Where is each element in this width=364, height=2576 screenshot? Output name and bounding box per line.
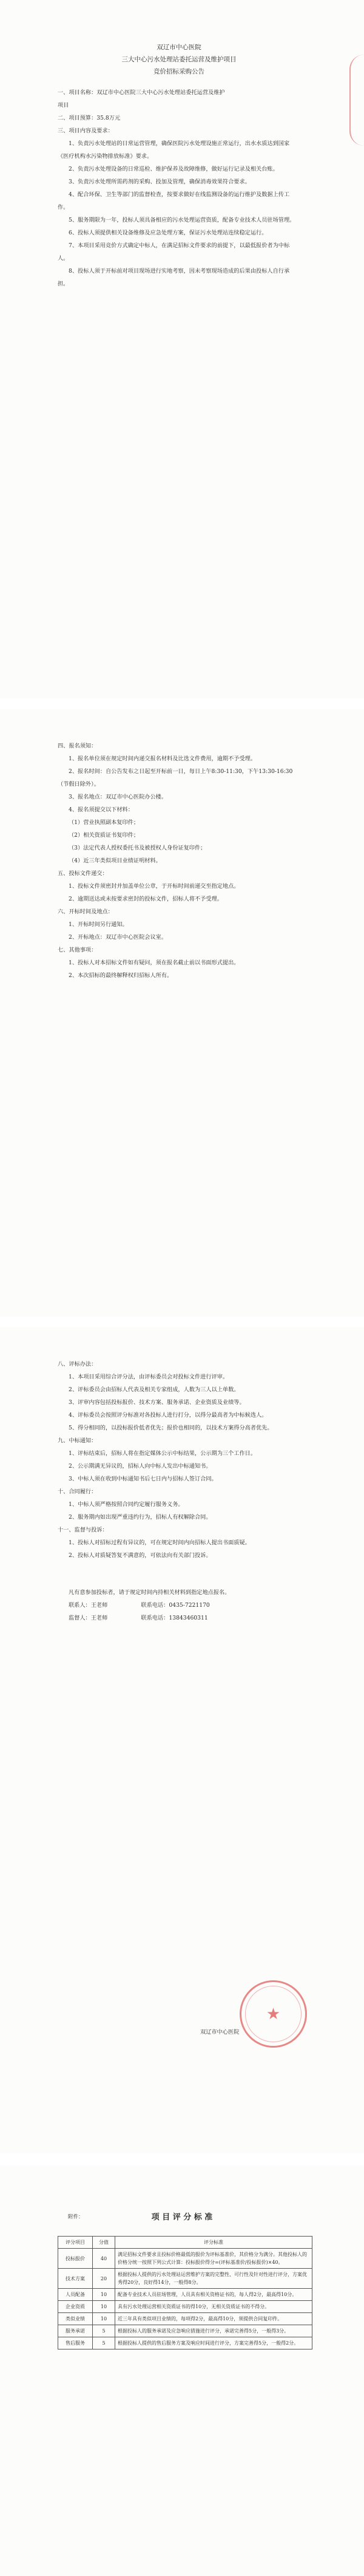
row-score: 40 (93, 2249, 115, 2269)
requirement-7: 7、本项目采用竞价方式确定中标人，在满足招标文件要求的前提下，以最低报价者为中标人。 (58, 242, 290, 262)
registration-heading: 四、报名须知： (58, 743, 97, 749)
scoring-table-title: 项 目 评 分 标 准 (151, 2213, 213, 2222)
submission-heading: 五、投标文件递交： (58, 870, 108, 877)
table-header-row (58, 2237, 312, 2249)
row-rule: 根据投标人提供的售后服务方案及响应时间进行评分，方案完善得5分，一般得2分。 (115, 2337, 312, 2349)
table-row (58, 2313, 312, 2325)
evaluation-rule-5: 5、得分相同的，以投标报价低者优先；报价也相同的，以技术方案得分高者优先。 (69, 1425, 273, 1431)
evaluation-rule-4: 4、评标委员会按照评分标准对各投标人进行打分，以得分最高者为中标候选人。 (69, 1412, 268, 1419)
other-rule-2: 2、本次招标的最终解释权归招标人所有。 (69, 972, 173, 979)
row-rule: 近三年具有类似项目业绩的，每项得2分，最高得10分，须提供合同复印件。 (115, 2313, 312, 2325)
row-score: 5 (93, 2325, 115, 2337)
project-content-heading: 三、项目内容及要求： (58, 128, 113, 134)
notice-title-line-3: 竞价招标采购公告 (153, 68, 204, 75)
row-item: 服务承诺 (58, 2325, 93, 2337)
requirement-8: 8、投标人须于开标前对项目现场进行实地考察，因未考察现场造成的后果由投标人自行承担。 (58, 268, 290, 287)
row-rule: 具有污水处理运营相关资质证书的得10分，无相关资质证书的不得分。 (115, 2301, 312, 2313)
evaluation-rule-1: 1、本项目采用综合评分法，由评标委员会对投标文件进行评审。 (69, 1374, 229, 1380)
page2-content (58, 740, 300, 982)
requirement-6: 6、投标人须提供相关设备维修及应急处理方案，保证污水处理站连续稳定运行。 (69, 230, 268, 236)
table-row (58, 2337, 312, 2349)
row-score: 5 (93, 2337, 115, 2349)
document-page-2 (0, 709, 364, 1317)
requirement-2: 2、负责污水处理设备的日常巡检、维护保养及故障维修，做好运行记录及相关台账。 (69, 166, 278, 172)
issuer-signature: 双辽市中心医院 (200, 2029, 240, 2036)
document-page-3 (0, 1327, 364, 2153)
award-heading: 九、中标通知： (58, 1437, 97, 1444)
header-item: 评分项目 (58, 2237, 93, 2249)
registration-rule-2: 2、报名时间：自公告发布之日起至开标前一日，每日上午8:30-11:30，下午13:30-16:30（节假日除外）。 (58, 768, 293, 788)
registration-rule-3: 3、报名地点：双辽市中心医院办公楼。 (69, 794, 167, 800)
award-rule-3: 3、中标人须在收到中标通知书后七日内与招标人签订合同。 (69, 1476, 217, 1482)
other-heading: 七、其他事项： (58, 947, 97, 953)
row-score: 10 (93, 2289, 115, 2301)
project-name-cont: 项目 (58, 102, 69, 109)
row-score: 20 (93, 2269, 115, 2289)
evaluation-heading: 八、评标办法： (58, 1361, 97, 1368)
requirement-3: 3、负责污水处理所需药剂的采购、投加及管理，确保消毒效果符合要求。 (69, 179, 251, 185)
official-seal (240, 1980, 307, 2048)
row-item: 企业资质 (58, 2301, 93, 2313)
contract-rule-2: 2、服务期内如出现严重违约行为，招标人有权解除合同。 (69, 1514, 212, 1521)
award-rule-1: 1、评标结束后，招标人将在指定媒体公示中标结果，公示期为三个工作日。 (69, 1450, 257, 1457)
opening-heading: 六、开标时间及地点： (58, 908, 113, 915)
opening-time: 1、开标时间另行通知。 (69, 921, 128, 928)
requirement-1: 1、负责污水处理站的日常运营管理，确保医院污水处理设施正常运行，出水水质达到国家《医疗机构水污染物排放标准》要求。 (58, 140, 290, 160)
registration-material-4: （4）近三年类似项目业绩证明材料。 (69, 857, 161, 864)
registration-material-1: （1）营业执照副本复印件； (69, 819, 140, 826)
table-row (58, 2325, 312, 2337)
registration-material-3: （3）法定代表人授权委托书及被授权人身份证复印件； (69, 845, 206, 851)
other-rule-1: 1、投标人对本招标文件如有疑问，须在报名截止前以书面形式提出。 (69, 959, 240, 966)
scoring-table (58, 2236, 312, 2349)
table-row (58, 2289, 312, 2301)
evaluation-rule-3: 3、评审内容包括投标报价、技术方案、服务承诺、企业资质及业绩等。 (69, 1399, 245, 1406)
notice-title-line-1: 双辽市中心医院 (157, 44, 201, 51)
row-rule: 配备专业技术人员驻场管理，人员具有相关资格证书的，每人得2分，最高得10分。 (115, 2289, 312, 2301)
evaluation-rule-2: 2、评标委员会由招标人代表及相关专家组成，人数为三人以上单数。 (69, 1386, 240, 1393)
header-rule: 评分标准 (115, 2237, 312, 2249)
notice-title-line-2: 三大中心污水处理站委托运营及维护项目 (121, 56, 237, 63)
project-budget: 二、项目预算：35.8万元 (58, 115, 121, 121)
opening-place: 2、开标地点：双辽市中心医院会议室。 (69, 934, 167, 941)
row-rule: 根据投标人的服务承诺及应急响应措施进行评分，承诺完善得5分，一般得3分。 (115, 2325, 312, 2337)
seal-inner-ring (245, 1986, 302, 2042)
closing-note: 凡有意参加投标者，请于规定时间内持相关材料到指定地点报名。 (69, 1589, 231, 1596)
contact-line: 联系人：王老师 联系电话：0435-7221170 (69, 1602, 210, 1609)
supervisor-line: 监督人：王老师 联系电话：13843460311 (69, 1615, 208, 1621)
row-score: 10 (93, 2301, 115, 2313)
submission-rule-1: 1、投标文件须密封并加盖单位公章，于开标时间前递交至指定地点。 (69, 883, 240, 890)
submission-rule-2: 2、逾期送达或未按要求密封的投标文件，招标人将不予受理。 (69, 896, 223, 902)
row-rule: 根据投标人提供的污水处理站运营维护方案的完整性、可行性及针对性进行评分，方案优秀得20分，良好得14分，一般得8分。 (115, 2269, 312, 2289)
seal-star-icon: ★ (266, 2005, 281, 2023)
complaint-rule-2: 2、投标人对质疑答复不满意的，可依法向有关部门投诉。 (69, 1552, 212, 1559)
contract-rule-1: 1、中标人须严格按照合同约定履行服务义务。 (69, 1501, 184, 1508)
table-row (58, 2249, 312, 2269)
document-page-1 (0, 0, 364, 698)
row-item: 投标报价 (58, 2249, 93, 2269)
header-score: 分值 (93, 2237, 115, 2249)
award-rule-2: 2、公示期满无异议的，招标人向中标人发出中标通知书。 (69, 1463, 212, 1470)
document-page-4 (0, 2165, 364, 2576)
complaint-heading: 十一、监督与投诉： (58, 1527, 108, 1533)
page1-content (58, 41, 300, 290)
registration-material-2: （2）相关资质证书复印件； (69, 832, 140, 839)
contract-heading: 十、合同履行： (58, 1488, 97, 1495)
row-item: 技术方案 (58, 2269, 93, 2289)
row-item: 类似业绩 (58, 2313, 93, 2325)
requirement-4: 4、配合环保、卫生等部门的监督检查，按要求做好在线监测设备的运行维护及数据上传工作。 (58, 191, 290, 211)
seal-edge-mark (349, 55, 364, 146)
row-score: 10 (93, 2313, 115, 2325)
requirement-5: 5、服务期限为一年，投标人须具备相应的污水处理运营资质，配备专业技术人员驻场管理。 (69, 217, 295, 223)
table-row (58, 2269, 312, 2289)
complaint-rule-1: 1、投标人对招标过程有异议的，可在规定时间内向招标人提出书面质疑。 (69, 1539, 251, 1546)
row-item: 人员配备 (58, 2289, 93, 2301)
row-item: 售后服务 (58, 2337, 93, 2349)
table-row (58, 2301, 312, 2313)
registration-rule-4: 4、报名须提交以下材料： (69, 806, 133, 813)
page3-content (58, 1358, 300, 1624)
project-name: 一、项目名称：双辽市中心医院三大中心污水处理站委托运营及维护 (58, 89, 225, 96)
registration-rule-1: 1、报名单位须在规定时间内递交报名材料及比选文件费用，逾期不予受理。 (69, 755, 257, 762)
attachment-caption: 附件： (68, 2214, 84, 2220)
row-rule: 满足招标文件要求且投标价格最低的报价为评标基准价，其价格分为满分。其他投标人的价格分统一按照下列公式计算：投标报价得分=(评标基准价/投标报价)×40。 (115, 2249, 312, 2269)
